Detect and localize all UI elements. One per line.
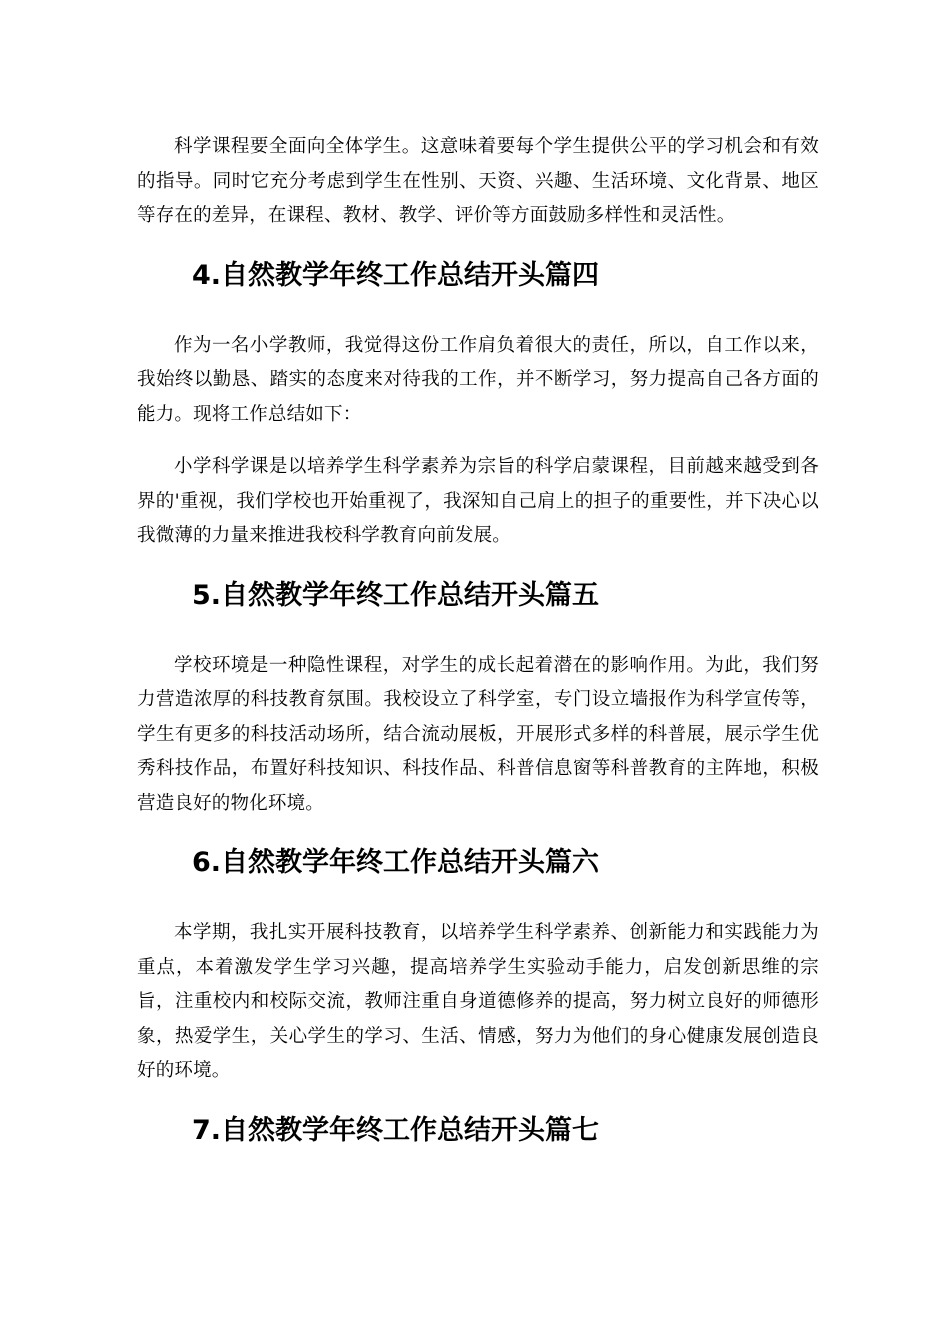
paragraph: 本学期，我扎实开展科技教育，以培养学生科学素养、创新能力和实践能力为重点，本着激发学生学习兴趣，提高培养学生实验动手能力，启发创新思维的宗旨，注重校内和校际交流，教师注重自身道德修养的提高，努力树立良好的师德形象，热爱学生，关心学生的学习、生活、情感，努力为他们的身心健康发展创造良好的环境。: [137, 922, 819, 1081]
paragraph: 小学科学课是以培养学生科学素养为宗旨的科学启蒙课程，目前越来越受到各界的'重视，我们学校也开始重视了，我深知自己肩上的担子的重要性，并下决心以我微薄的力量来推进我校科学教育向前发展。: [137, 456, 819, 546]
section-heading-7: 7.自然教学年终工作总结开头篇七: [192, 1114, 600, 1146]
paragraph: 学校环境是一种隐性课程，对学生的成长起着潜在的影响作用。为此，我们努力营造浓厚的科技教育氛围。我校设立了科学室，专门设立墙报作为科学宣传等，学生有更多的科技活动场所，结合流动展板，开展形式多样的科普展，展示学生优秀科技作品，布置好科技知识、科技作品、科普信息窗等科普教育的主阵地，积极营造良好的物化环境。: [137, 654, 819, 814]
document-page: [137, 130, 819, 1151]
section-heading-5: 5.自然教学年终工作总结开头篇五: [192, 579, 600, 611]
paragraph: 科学课程要全面向全体学生。这意味着要每个学生提供公平的学习机会和有效的指导。同时它充分考虑到学生在性别、天资、兴趣、生活环境、文化背景、地区等存在的差异，在课程、教材、教学、评价等方面鼓励多样性和灵活性。: [137, 136, 819, 226]
section-heading-6: 6.自然教学年终工作总结开头篇六: [192, 847, 600, 878]
section-heading-4: 4.自然教学年终工作总结开头篇四: [192, 259, 600, 291]
paragraph: 作为一名小学教师，我觉得这份工作肩负着很大的责任，所以，自工作以来，我始终以勤恳、踏实的态度来对待我的工作，并不断学习，努力提高自己各方面的能力。现将工作总结如下：: [137, 334, 819, 425]
